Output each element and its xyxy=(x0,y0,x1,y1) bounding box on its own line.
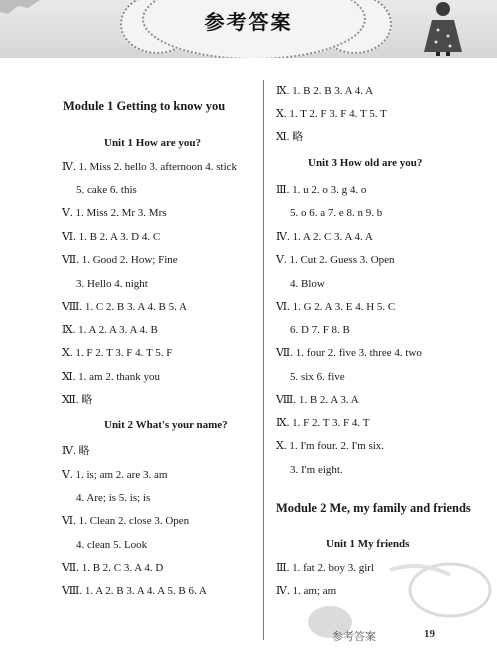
answer-line: Ⅸ. 1. F 2. T 3. F 4. T xyxy=(276,417,370,429)
answer-line: Ⅴ. 1. Miss 2. Mr 3. Mrs xyxy=(62,207,167,219)
watermark-logo-icon xyxy=(300,560,497,656)
answer-line: 3. I'm eight. xyxy=(290,464,343,476)
answer-line: Ⅲ. 1. fat 2. boy 3. girl xyxy=(276,562,374,574)
unit-1-heading: Unit 1 How are you? xyxy=(104,137,201,149)
answer-line: Ⅳ. 1. A 2. C 3. A 4. A xyxy=(276,231,373,243)
answer-line: Ⅳ. 1. am; am xyxy=(276,585,337,597)
answer-line: Ⅹ. 1. I'm four. 2. I'm six. xyxy=(276,440,385,452)
answer-line: 6. D 7. F 8. B xyxy=(290,324,350,336)
answer-line: Ⅸ. 1. A 2. A 3. A 4. B xyxy=(62,324,158,336)
page-title: 参考答案 xyxy=(204,10,293,34)
answer-line: Ⅶ. 1. Good 2. How; Fine xyxy=(62,254,178,266)
column-divider xyxy=(263,80,264,640)
answer-line: 5. cake 6. this xyxy=(76,184,137,196)
answer-line: Ⅶ. 1. four 2. five 3. three 4. two xyxy=(276,347,422,359)
module-2-heading: Module 2 Me, my family and friends xyxy=(276,501,471,515)
answer-line: 5. o 6. a 7. e 8. n 9. b xyxy=(290,207,383,219)
answer-line: 4. clean 5. Look xyxy=(76,539,148,551)
answer-line: Ⅶ. 1. B 2. C 3. A 4. D xyxy=(62,562,164,574)
unit-1-m2-heading: Unit 1 My friends xyxy=(326,538,410,550)
answer-line: Ⅲ. 1. u 2. o 3. g 4. o xyxy=(276,184,367,196)
answer-line: 4. Blow xyxy=(290,278,325,290)
answer-line: Ⅵ. 1. Clean 2. close 3. Open xyxy=(62,515,190,527)
girl-illustration-icon xyxy=(418,0,468,56)
answer-line: Ⅷ. 1. C 2. B 3. A 4. B 5. A xyxy=(62,301,187,313)
answer-line: Ⅹ. 1. T 2. F 3. F 4. T 5. T xyxy=(276,108,387,120)
answer-line: 5. six 6. five xyxy=(290,371,345,383)
module-1-heading: Module 1 Getting to know you xyxy=(63,99,226,113)
answer-line: Ⅻ. 略 xyxy=(62,394,93,406)
answer-line: Ⅵ. 1. B 2. A 3. D 4. C xyxy=(62,231,161,243)
answer-line: Ⅹ. 1. F 2. T 3. F 4. T 5. F xyxy=(62,347,173,359)
answer-line: Ⅴ. 1. is; am 2. are 3. am xyxy=(62,469,168,481)
answer-line: Ⅳ. 1. Miss 2. hello 3. afternoon 4. stick xyxy=(62,161,238,173)
answer-line: 3. Hello 4. night xyxy=(76,278,148,290)
header-banner xyxy=(0,0,497,58)
answer-line: Ⅷ. 1. A 2. B 3. A 4. A 5. B 6. A xyxy=(62,585,207,597)
answer-line: 4. Are; is 5. is; is xyxy=(76,492,151,504)
answer-line: Ⅺ. 略 xyxy=(276,131,304,143)
unit-2-heading: Unit 2 What's your name? xyxy=(104,419,228,431)
unit-3-heading: Unit 3 How old are you? xyxy=(308,157,423,169)
answer-line: Ⅷ. 1. B 2. A 3. A xyxy=(276,394,359,406)
footer-label: 参考答案 xyxy=(332,630,376,643)
answer-line: Ⅵ. 1. G 2. A 3. E 4. H 5. C xyxy=(276,301,396,313)
page-number: 19 xyxy=(424,628,435,640)
answer-line: Ⅺ. 1. am 2. thank you xyxy=(62,371,161,383)
answer-line: Ⅸ. 1. B 2. B 3. A 4. A xyxy=(276,85,374,97)
answer-line: Ⅴ. 1. Cut 2. Guess 3. Open xyxy=(276,254,395,266)
answer-line: Ⅳ. 略 xyxy=(62,445,90,457)
